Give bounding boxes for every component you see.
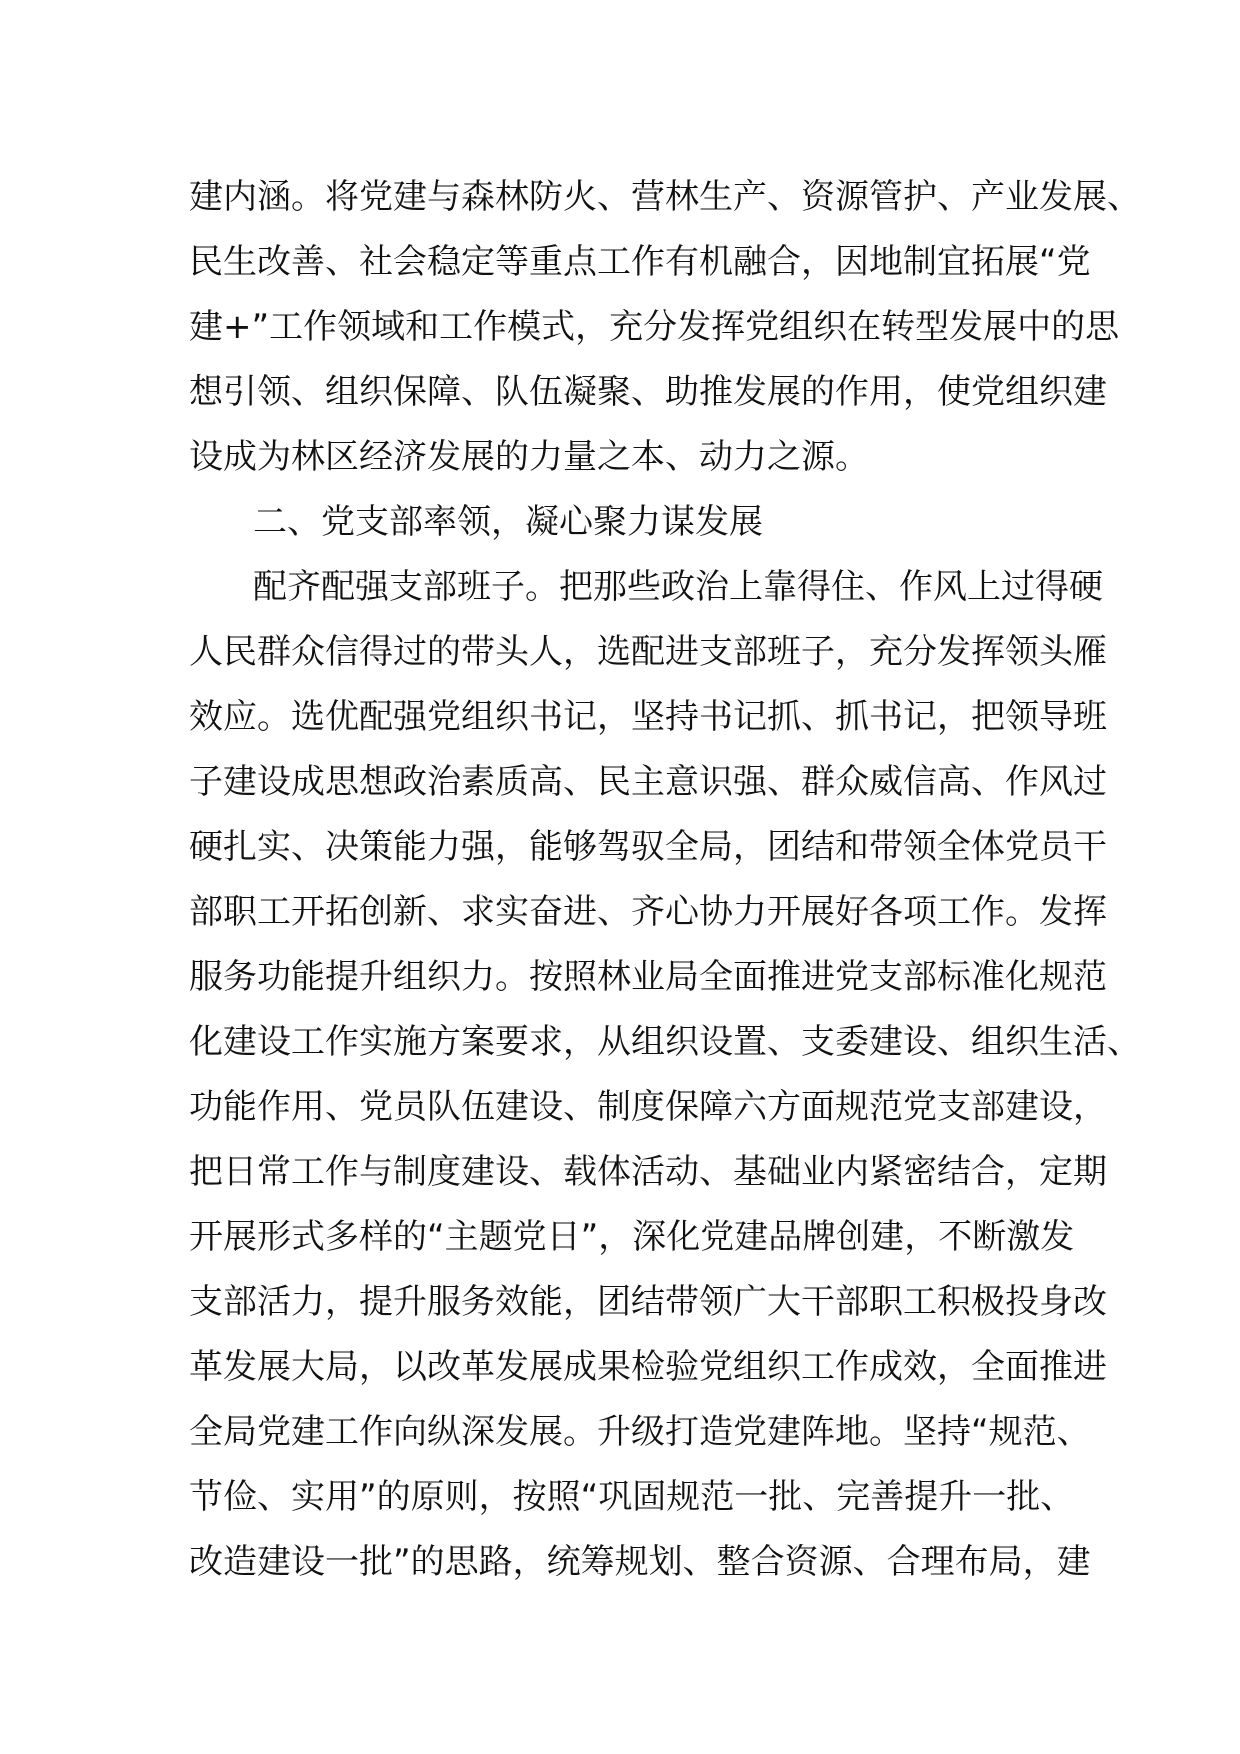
- text-line: 改造建设一批”的思路，统筹规划、整合资源、合理布局，建: [189, 1542, 1091, 1582]
- paragraph-first-line: 配齐配强支部班子。把那些政治上靠得住、作风上过得硬: [253, 567, 1103, 607]
- text-line: 想引领、组织保障、队伍凝聚、助推发展的作用，使党组织建: [189, 372, 1107, 412]
- section-heading: 二、党支部率领，凝心聚力谋发展: [253, 502, 763, 542]
- document-body: [189, 165, 1141, 1595]
- text-line: 节俭、实用”的原则，按照“巩固规范一批、完善提升一批、: [189, 1477, 1075, 1517]
- text-line: 设成为林区经济发展的力量之本、动力之源。: [189, 437, 869, 477]
- text-line: 建+”工作领域和工作模式，充分发挥党组织在转型发展中的思: [189, 307, 1120, 347]
- text-line: 服务功能提升组织力。按照林业局全面推进党支部标准化规范: [189, 957, 1107, 997]
- text-line: 部职工开拓创新、求实奋进、齐心协力开展好各项工作。发挥: [189, 892, 1107, 932]
- text-line: 革发展大局，以改革发展成果检验党组织工作成效，全面推进: [189, 1347, 1107, 1387]
- text-line: 支部活力，提升服务效能，团结带领广大干部职工积极投身改: [189, 1282, 1107, 1322]
- text-line: 开展形式多样的“主题党日”，深化党建品牌创建，不断激发: [189, 1217, 1075, 1257]
- text-line: 人民群众信得过的带头人，选配进支部班子，充分发挥领头雁: [189, 632, 1107, 672]
- text-line: 子建设成思想政治素质高、民主意识强、群众威信高、作风过: [189, 762, 1107, 802]
- text-line: 功能作用、党员队伍建设、制度保障六方面规范党支部建设，: [189, 1087, 1107, 1127]
- text-line: 化建设工作实施方案要求，从组织设置、支委建设、组织生活、: [189, 1022, 1141, 1062]
- text-line: 硬扎实、决策能力强，能够驾驭全局，团结和带领全体党员干: [189, 827, 1107, 867]
- text-line: 建内涵。将党建与森林防火、营林生产、资源管护、产业发展、: [189, 177, 1141, 217]
- text-line: 把日常工作与制度建设、载体活动、基础业内紧密结合，定期: [189, 1152, 1107, 1192]
- text-line: 全局党建工作向纵深发展。升级打造党建阵地。坚持“规范、: [189, 1412, 1091, 1452]
- text-line: 效应。选优配强党组织书记，坚持书记抓、抓书记，把领导班: [189, 697, 1107, 737]
- text-line: 民生改善、社会稳定等重点工作有机融合，因地制宜拓展“党: [189, 242, 1091, 282]
